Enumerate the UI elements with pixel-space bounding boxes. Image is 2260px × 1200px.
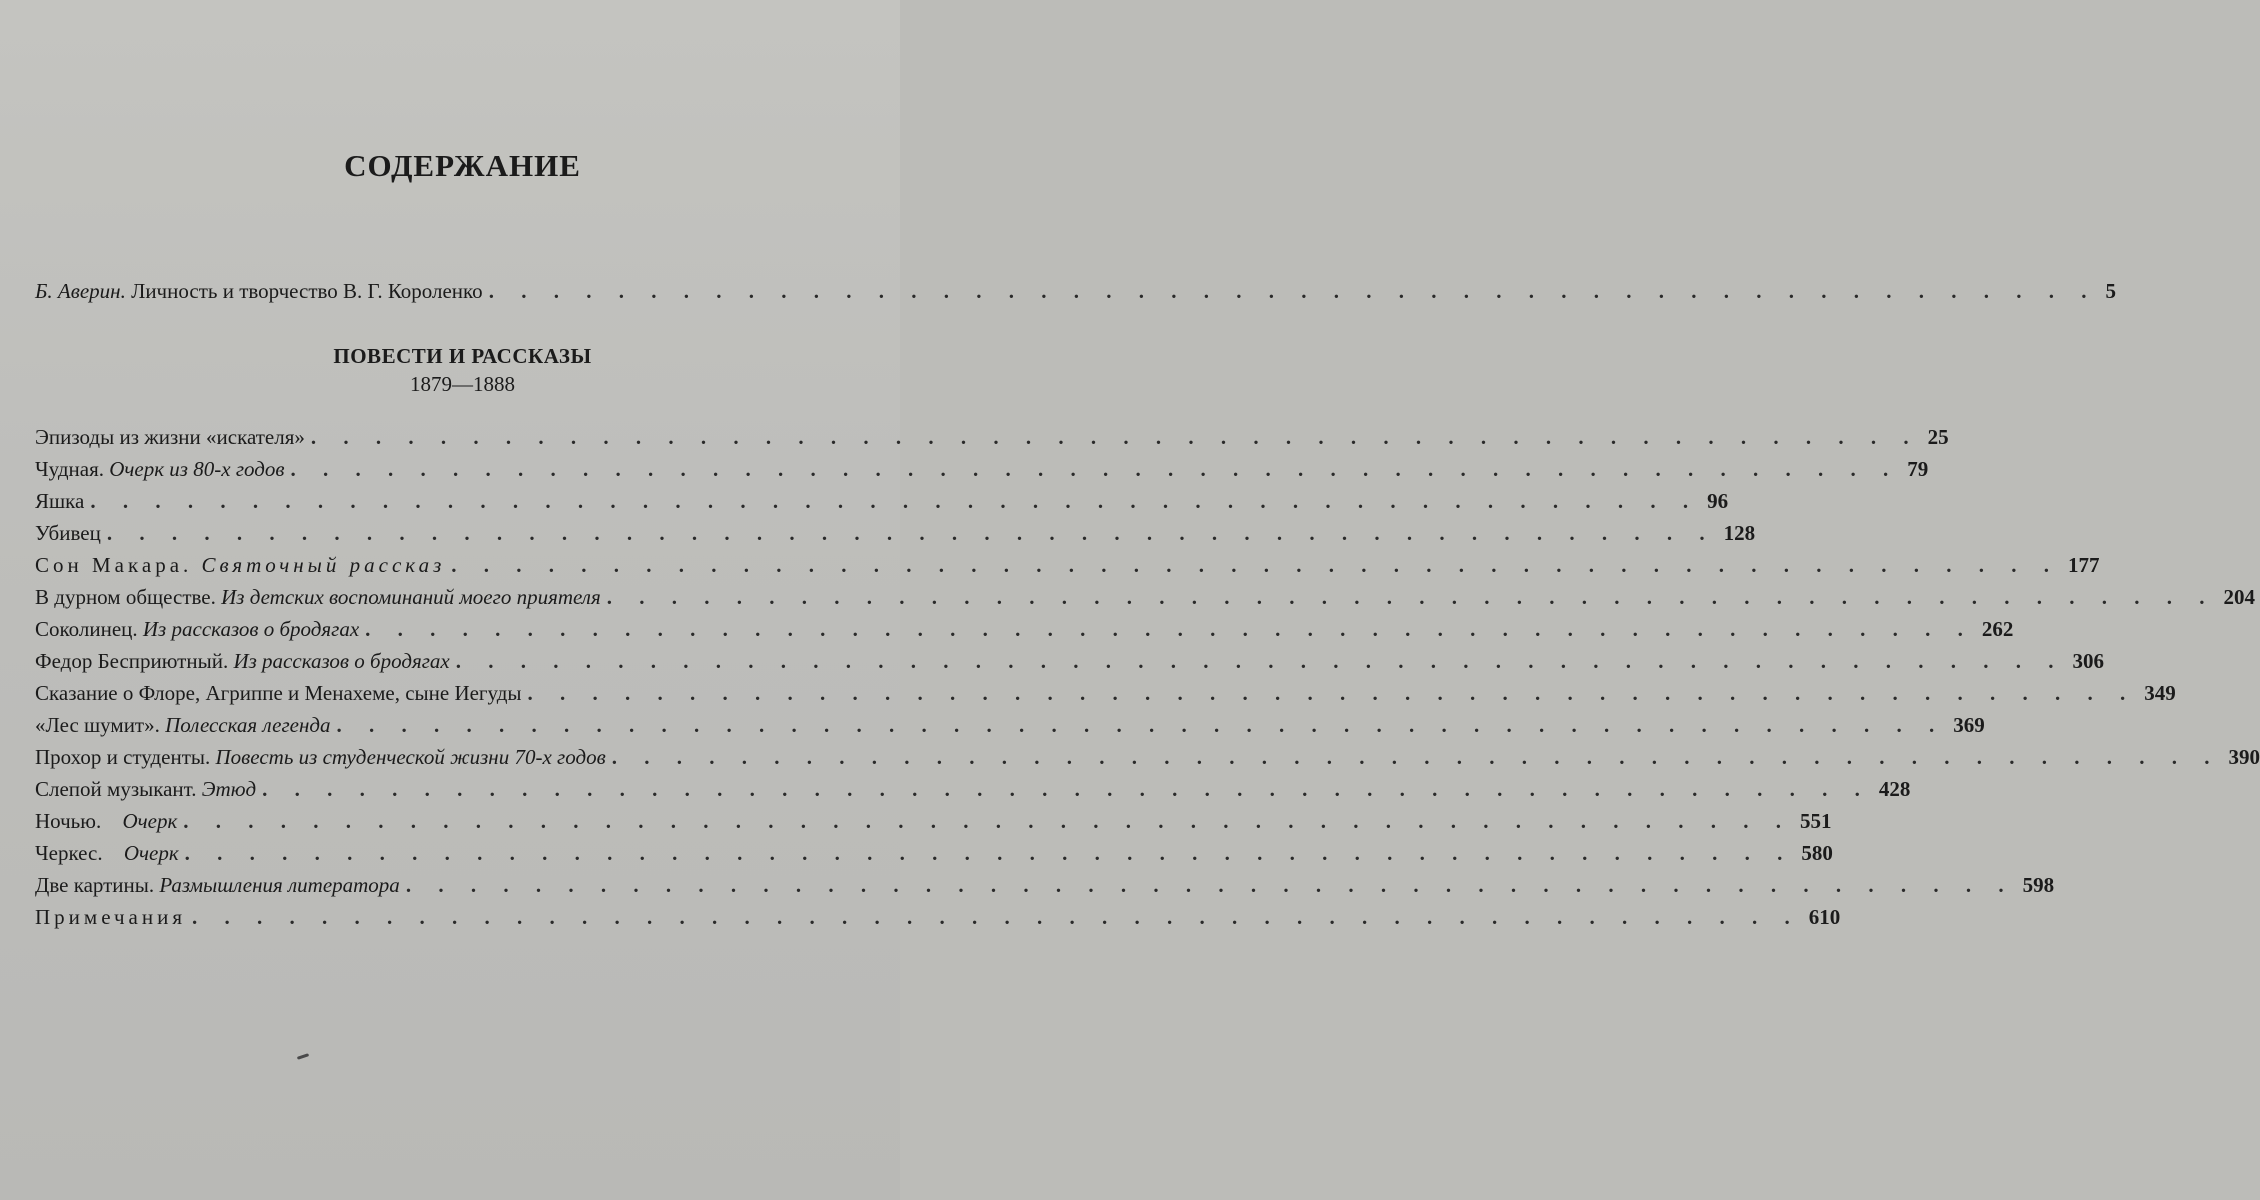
toc-entry-text bbox=[35, 839, 179, 867]
toc-entry-text bbox=[35, 903, 186, 931]
toc-entry-subtitle: Полесская легенда bbox=[159, 713, 331, 737]
toc-entry-text bbox=[35, 277, 483, 305]
toc-entry[interactable] bbox=[35, 519, 1756, 547]
toc-entry-title: Убивец bbox=[35, 521, 101, 545]
toc-page-number: 369 bbox=[1953, 713, 1985, 737]
toc-entry-text bbox=[35, 583, 601, 611]
toc-entry-subtitle: Из рассказов о бродягах bbox=[228, 649, 450, 673]
toc-page-number: 306 bbox=[2072, 649, 2104, 673]
section-title: ПОВЕСТИ И РАССКАЗЫ bbox=[333, 344, 592, 368]
dot-leader: . . . . . . . . . . . . . . . . . . . . . . . . . . . . . . . . . . . . . . . . . . . . . . . . . . bbox=[90, 489, 1700, 513]
toc-entry-title: Слепой музыкант. bbox=[35, 777, 197, 801]
dot-leader: . . . . . . . . . . . . . . . . . . . . . . . . . . . . . . . . . . . . . . . . . . . . . . . . . . bbox=[455, 649, 2065, 673]
toc-entry-text bbox=[35, 487, 84, 515]
dot-leader: . . . . . . . . . . . . . . . . . . . . . . . . . . . . . . . . . . . . . . . . . . . . . . . . . . bbox=[405, 873, 2015, 897]
toc-entry[interactable] bbox=[35, 455, 1929, 483]
dot-leader: . . . . . . . . . . . . . . . . . . . . . . . . . . . . . . . . . . . . . . . . . . . . . . . . . . bbox=[290, 457, 1900, 481]
toc-page-number: 128 bbox=[1723, 521, 1756, 545]
toc-entry[interactable] bbox=[35, 423, 1949, 451]
toc-entry-subtitle: Размышления литератора bbox=[154, 873, 400, 897]
toc-entry-title: «Лес шумит». bbox=[35, 713, 160, 737]
toc-entry-subtitle: Очерк bbox=[117, 809, 178, 833]
toc-page-number: 580 bbox=[1801, 841, 1833, 865]
toc-entry-text bbox=[35, 871, 400, 899]
toc-entry[interactable] bbox=[35, 775, 1911, 803]
toc-entry-text bbox=[35, 743, 606, 771]
toc-entry-title: Черкес. bbox=[35, 841, 103, 865]
toc-page-number: 5 bbox=[2105, 279, 2116, 303]
dot-leader: . . . . . . . . . . . . . . . . . . . . . . . . . . . . . . . . . . . . . . . . . . . . . . . . . . bbox=[310, 425, 1920, 449]
dot-leader: . . . . . . . . . . . . . . . . . . . . . . . . . . . . . . . . . . . . . . . . . . . . . . . . . . bbox=[606, 585, 2216, 609]
dot-leader: . . . . . . . . . . . . . . . . . . . . . . . . . . . . . . . . . . . . . . . . . . . . . . . . . . bbox=[192, 905, 1801, 929]
toc-page-number: 204 bbox=[2223, 585, 2255, 609]
toc-entry[interactable] bbox=[35, 711, 1985, 739]
toc-entry[interactable] bbox=[35, 871, 2055, 899]
dot-leader: . . . . . . . . . . . . . . . . . . . . . . . . . . . . . . . . . . . . . . . . . . . . . . . . . . bbox=[365, 617, 1974, 641]
ink-mark bbox=[297, 1053, 309, 1060]
toc-entry[interactable] bbox=[35, 487, 1729, 515]
toc-entry[interactable] bbox=[35, 583, 2255, 611]
toc-entry-subtitle: Святочный рассказ bbox=[192, 553, 446, 577]
dot-leader: . . . . . . . . . . . . . . . . . . . . . . . . . . . . . . . . . . . . . . . . . . . . . . . . . . bbox=[611, 745, 2221, 769]
toc-entry[interactable] bbox=[35, 839, 1833, 867]
toc-entry-title: Прохор и студенты. bbox=[35, 745, 211, 769]
toc-entry-author: Б. Аверин. bbox=[35, 279, 126, 303]
toc-page-number: 96 bbox=[1707, 489, 1729, 513]
dot-leader: . . . . . . . . . . . . . . . . . . . . . . . . . . . . . . . . . . . . . . . . . . . . . . . . . . bbox=[184, 841, 1794, 865]
toc-entry-subtitle: Из детских воспоминаний моего приятеля bbox=[215, 585, 601, 609]
toc-entry-intro[interactable] bbox=[35, 277, 2116, 305]
toc-page-number: 349 bbox=[2144, 681, 2176, 705]
toc-entry[interactable] bbox=[35, 647, 2104, 675]
toc-entry-title: Личность и творчество В. Г. Короленко bbox=[125, 279, 483, 303]
toc-entry-subtitle: Из рассказов о бродягах bbox=[137, 617, 360, 641]
dot-leader: . . . . . . . . . . . . . . . . . . . . . . . . . . . . . . . . . . . . . . . . . . . . . . . . . . bbox=[183, 809, 1793, 833]
toc-page-number: 262 bbox=[1981, 617, 2014, 641]
dot-leader: . . . . . . . . . . . . . . . . . . . . . . . . . . . . . . . . . . . . . . . . . . . . . . . . . . bbox=[106, 521, 1716, 545]
toc-entry-text bbox=[35, 647, 450, 675]
dot-leader: . . . . . . . . . . . . . . . . . . . . . . . . . . . . . . . . . . . . . . . . . . . . . . . . . . bbox=[336, 713, 1946, 737]
toc-entry-title: Примечания bbox=[35, 905, 187, 929]
toc-entry-text bbox=[35, 807, 177, 835]
toc-entry-text bbox=[35, 423, 305, 451]
toc-page-number: 551 bbox=[1800, 809, 1832, 833]
toc-entry-notes[interactable] bbox=[35, 903, 1841, 931]
toc-entry-text bbox=[35, 775, 256, 803]
toc-page-number: 25 bbox=[1927, 425, 1949, 449]
toc-entry-title: Сон Макара. bbox=[35, 553, 193, 577]
toc-entry-subtitle: Этюд bbox=[196, 777, 257, 801]
toc-entry[interactable] bbox=[35, 615, 2014, 643]
toc-entry-subtitle: Очерк из 80-х годов bbox=[103, 457, 285, 481]
toc-entry[interactable] bbox=[35, 807, 1832, 835]
toc-entry-title: Чудная. bbox=[35, 457, 104, 481]
toc-entry-title: Ночью. bbox=[35, 809, 102, 833]
toc-entry-text bbox=[35, 615, 359, 643]
toc-page-number: 390 bbox=[2228, 745, 2260, 769]
toc-entry-subtitle: Повесть из студенческой жизни 70-х годов bbox=[210, 745, 606, 769]
toc-entry-subtitle: Очерк bbox=[118, 841, 179, 865]
toc-entry-text bbox=[35, 551, 445, 579]
toc-entry-text bbox=[35, 679, 522, 707]
toc-entry[interactable] bbox=[35, 743, 2260, 771]
toc-page-number: 598 bbox=[2022, 873, 2055, 897]
dot-leader: . . . . . . . . . . . . . . . . . . . . . . . . . . . . . . . . . . . . . . . . . . . . . . . . . . bbox=[262, 777, 1871, 801]
toc-entry-title: Эпизоды из жизни «искателя» bbox=[35, 425, 305, 449]
toc-entry-title: Сказание о Флоре, Агриппе и Менахеме, сыне Иегуды bbox=[35, 681, 522, 705]
dot-leader: . . . . . . . . . . . . . . . . . . . . . . . . . . . . . . . . . . . . . . . . . . . . . . . . . . bbox=[451, 553, 2061, 577]
toc-entry-text bbox=[35, 519, 101, 547]
toc-page-number: 610 bbox=[1808, 905, 1841, 929]
toc-entry-title: Яшка bbox=[35, 489, 85, 513]
section-years: 1879—1888 bbox=[410, 372, 515, 396]
toc-entry-text bbox=[35, 455, 284, 483]
toc-page-number: 428 bbox=[1878, 777, 1911, 801]
toc-page-number: 177 bbox=[2068, 553, 2100, 577]
page-title: СОДЕРЖАНИЕ bbox=[344, 148, 581, 183]
toc-page-number: 79 bbox=[1907, 457, 1929, 481]
toc-entry[interactable] bbox=[35, 679, 2176, 707]
toc-entry-title: Две картины. bbox=[35, 873, 155, 897]
toc-entry-title: Федор Бесприютный. bbox=[35, 649, 229, 673]
toc-entry[interactable] bbox=[35, 551, 2100, 579]
toc-entry-title: Соколинец. bbox=[35, 617, 138, 641]
dot-leader: . . . . . . . . . . . . . . . . . . . . . . . . . . . . . . . . . . . . . . . . . . . . . . . . . . bbox=[488, 279, 2098, 303]
dot-leader: . . . . . . . . . . . . . . . . . . . . . . . . . . . . . . . . . . . . . . . . . . . . . . . . . . bbox=[527, 681, 2137, 705]
toc-entry-text bbox=[35, 711, 331, 739]
toc-entry-title: В дурном обществе. bbox=[35, 585, 216, 609]
